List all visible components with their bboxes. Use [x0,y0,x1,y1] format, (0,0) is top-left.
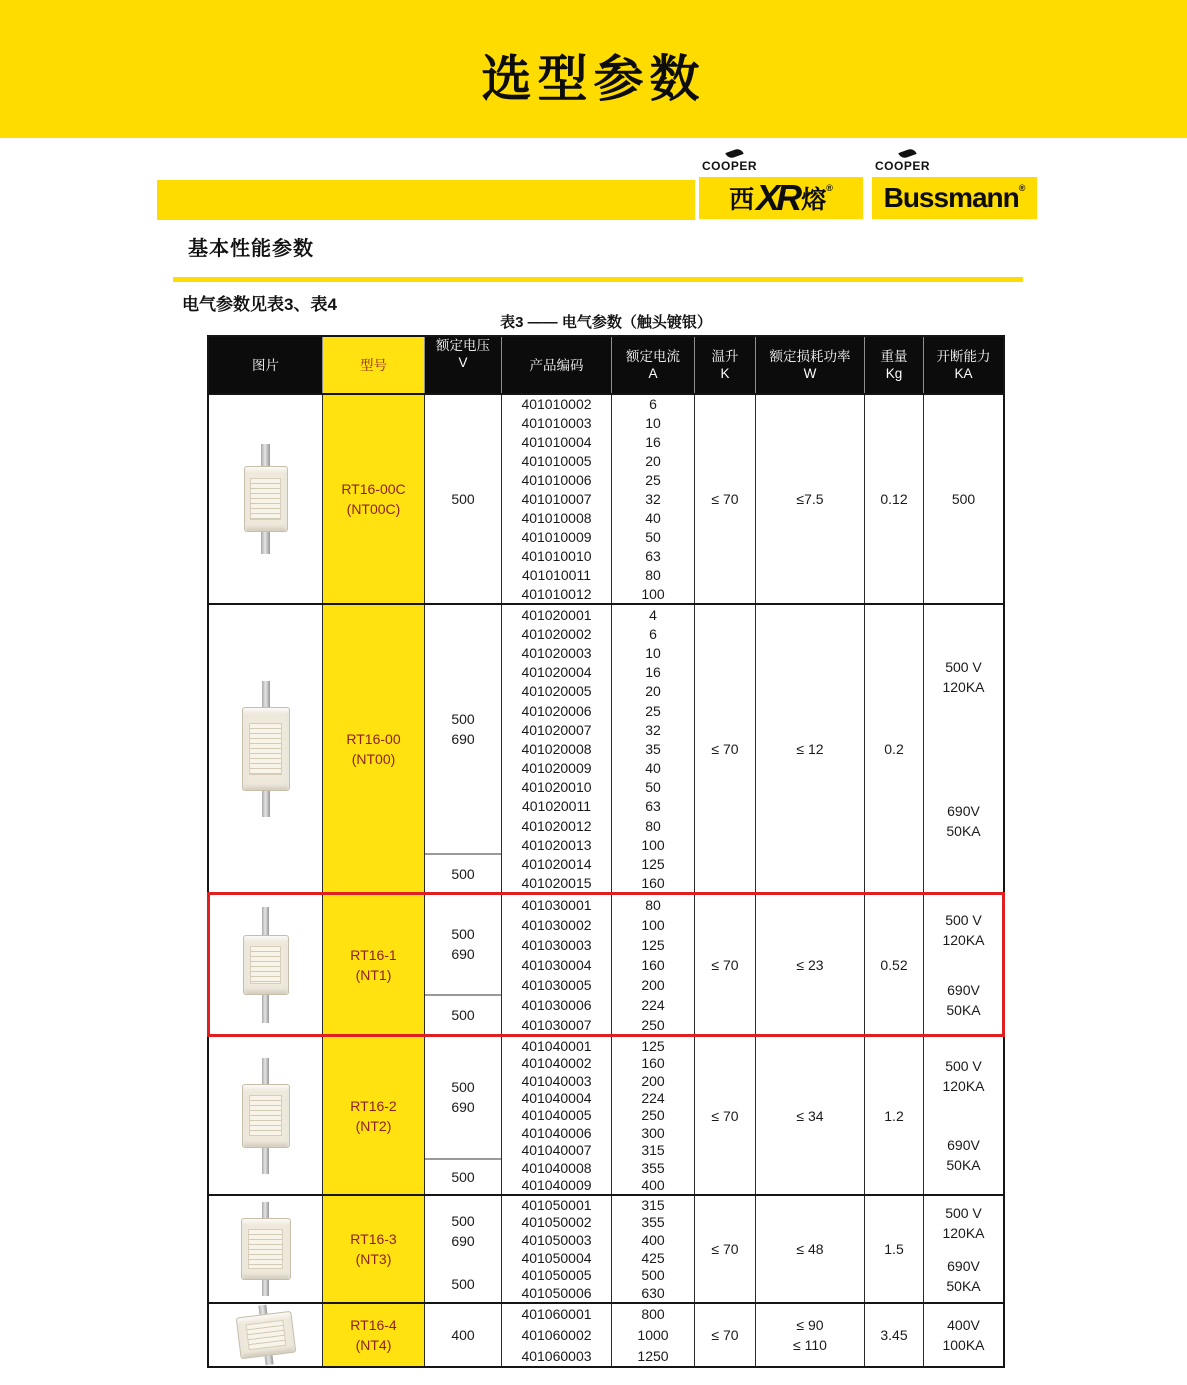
fuse-label [248,1229,283,1268]
current-value: 63 [645,547,661,564]
power-loss-cell [756,895,865,1035]
product-code: 401020004 [521,664,592,681]
current-value: 355 [641,1214,665,1231]
power-value: ≤ 110 [793,1337,827,1353]
product-code-cell [502,1304,612,1366]
fuse-blade-bottom [264,1355,273,1365]
model-line: RT16-00 [346,731,401,747]
product-code: 401020009 [521,760,592,777]
power-loss-cell [756,395,865,603]
product-code: 401020001 [521,606,592,623]
voltage-group [425,605,501,855]
current-value: 80 [645,817,661,834]
voltage-value: 500 [451,1079,475,1096]
current-value: 160 [641,957,665,973]
model-cell [323,1037,425,1194]
product-code-cell [502,895,612,1035]
temp-rise-cell [695,1037,756,1194]
voltage-group [425,1304,501,1366]
section-note: 电气参数见表3、表4 [182,295,337,314]
model-line: (NT1) [355,967,392,983]
breaking-value-top: 500 V 120KA [942,659,985,695]
product-code-cell [502,605,612,893]
rated-current-cell [612,605,695,893]
fuse-body [242,1084,290,1148]
current-value: 16 [645,434,661,451]
voltage-value: 500 [451,491,475,507]
voltage-cell [425,895,502,1035]
voltage-value: 690 [451,1233,475,1250]
weight-cell [865,1037,924,1194]
voltage-value: 500 [451,1276,475,1293]
table-title: 表3 —— 电气参数（触头镀银） [500,314,712,331]
voltage-value: 690 [451,946,475,963]
temp-value: ≤ 70 [711,1327,739,1343]
current-value: 250 [641,1107,665,1124]
current-value: 25 [645,702,661,719]
product-code-cell [502,1037,612,1194]
product-code: 401030007 [521,1017,592,1033]
product-code: 401010011 [521,566,592,583]
breaking-value-bottom: 690V 50KA [946,1136,981,1173]
voltage-cell [425,1304,502,1366]
product-code: 401010003 [521,415,592,432]
fuse-blade-top [262,1058,269,1084]
cooper-wordmark [702,150,772,173]
voltage-value: 690 [451,730,475,747]
voltage-value: 500 [451,1213,475,1230]
section-heading: 基本性能参数 [188,238,314,260]
current-value: 800 [641,1306,665,1323]
header-product-code: 产品编码 [502,337,612,393]
breaking-capacity-cell [924,1304,1003,1366]
current-value: 400 [641,1177,665,1194]
product-code: 401050002 [521,1214,592,1231]
product-code: 401030006 [521,997,592,1013]
model-line: RT16-00C [341,481,406,497]
spec-table [207,335,1005,1368]
header-breaking-capacity: 开断能力 KA [936,349,991,381]
fuse-blade-bottom [262,791,270,817]
cooper-label: COOPER [702,159,758,173]
fuse-label [249,1095,282,1135]
product-code-cell [502,395,612,603]
rated-current-cell [612,395,695,603]
fuse-body [242,707,290,791]
fuse-photo [241,1202,291,1296]
current-value: 6 [649,396,657,413]
table-header-row [209,337,1003,393]
voltage-value: 500 [451,926,475,943]
spec-table-body [209,393,1003,1366]
current-value: 125 [641,856,665,873]
temp-value: ≤ 70 [711,1241,739,1257]
table-row [209,1035,1003,1194]
breaking-value-bottom: 690V 50KA [946,982,981,1018]
product-code: 401020008 [521,740,592,757]
page-title: 选型参数 [481,51,706,107]
model-cell [323,895,425,1035]
current-value: 125 [641,1037,665,1054]
current-value: 250 [641,1017,665,1033]
product-code: 401030005 [521,977,592,993]
current-value: 63 [645,798,661,815]
fuse-label [245,1319,287,1350]
header-temp-rise: 温升 K [695,337,756,393]
registered-mark: ® [826,183,833,193]
header-model: 型号 [323,337,425,393]
temp-rise-cell [695,1196,756,1302]
product-code: 401010007 [521,490,592,507]
fuse-label [250,478,281,520]
product-code: 401050006 [521,1285,592,1302]
temp-value: ≤ 70 [711,957,739,973]
power-loss-cell [756,605,865,893]
model-line: (NT4) [355,1337,392,1353]
rated-current-cell [612,1196,695,1302]
breaking-value: 400V 100KA [942,1317,985,1353]
breaking-value-bottom: 690V 50KA [946,803,981,839]
voltage-group [425,1196,501,1267]
current-value: 80 [645,897,661,913]
breaking-capacity-cell [924,395,1003,603]
product-code: 401040002 [521,1055,592,1072]
current-value: 224 [641,1090,665,1107]
current-value: 10 [645,415,661,432]
rated-current-cell [612,1037,695,1194]
breaking-capacity-cell [924,605,1003,893]
voltage-value: 500 [451,865,475,882]
bussmann-logo: Bussmann ® [872,177,1037,219]
model-line: RT16-2 [350,1097,397,1114]
table-row [209,393,1003,603]
voltage-cell [425,395,502,603]
weight-value: 3.45 [880,1327,908,1343]
current-value: 80 [645,566,661,583]
temp-rise-cell [695,895,756,1035]
current-value: 40 [645,509,661,526]
current-value: 100 [641,917,665,933]
product-photo-cell [209,1037,323,1194]
voltage-group [425,1160,501,1194]
table-row [209,1302,1003,1366]
fuse-photo [243,907,289,1023]
temp-value: ≤ 70 [711,1107,739,1124]
product-code: 401010002 [521,396,592,413]
current-value: 160 [641,875,665,892]
voltage-value: 500 [451,1168,475,1185]
fuse-photo [234,1304,297,1366]
rated-current-cell [612,1304,695,1366]
voltage-group [425,855,501,893]
current-value: 500 [641,1267,665,1284]
fuse-label [250,946,282,984]
model-line: (NT00) [351,751,396,767]
table-row [209,1194,1003,1302]
fuse-photo [242,681,290,817]
product-code: 401030003 [521,937,592,953]
registered-mark: ® [1018,183,1026,193]
model-line: RT16-3 [350,1231,397,1247]
voltage-value: 500 [451,710,475,727]
current-value: 10 [645,644,661,661]
fuse-body [244,466,288,532]
fuse-blade-bottom [262,1280,269,1296]
fuse-photo [242,1058,290,1174]
product-code: 401060001 [521,1306,592,1323]
section-divider [173,277,1023,282]
weight-cell [865,1196,924,1302]
header-picture: 图片 [209,337,323,393]
weight-cell [865,395,924,603]
current-value: 50 [645,779,661,796]
current-value: 100 [641,585,665,602]
cooper-leaf-icon [898,147,916,159]
product-code: 401040004 [521,1090,592,1107]
fuse-photo [244,444,288,554]
product-code: 401050004 [521,1249,592,1266]
weight-value: 0.2 [884,741,904,757]
current-value: 20 [645,453,661,470]
model-cell [323,1196,425,1302]
xirong-logo: 西 XR 熔 ® [699,177,863,219]
current-value: 630 [641,1285,665,1302]
cooper-leaf-icon [725,147,743,159]
weight-cell [865,605,924,893]
product-code: 401010006 [521,472,592,489]
current-value: 32 [645,490,661,507]
product-code: 401020005 [521,683,592,700]
header-power-loss: 额定损耗功率 W [756,337,865,393]
product-code: 401020006 [521,702,592,719]
product-code: 401020013 [521,836,592,853]
current-value: 224 [641,997,665,1013]
voltage-cell [425,1037,502,1194]
current-value: 425 [641,1249,665,1266]
temp-rise-cell [695,395,756,603]
model-cell [323,1304,425,1366]
product-code: 401020010 [521,779,592,796]
power-loss-cell [756,1196,865,1302]
voltage-value: 500 [451,1007,475,1024]
fuse-blade-bottom [262,995,269,1023]
fuse-blade-bottom [261,532,270,554]
power-value: ≤ 34 [796,1107,824,1124]
table-row [209,893,1003,1035]
current-value: 50 [645,528,661,545]
current-value: 125 [641,937,665,953]
model-cell [323,605,425,893]
current-value: 100 [641,836,665,853]
product-code: 401040001 [521,1037,592,1054]
current-value: 32 [645,721,661,738]
weight-cell [865,1304,924,1366]
current-value: 1000 [637,1326,669,1343]
product-code: 401030001 [521,897,592,913]
product-photo-cell [209,395,323,603]
model-line: (NT2) [355,1117,392,1134]
fuse-blade-top [262,1202,269,1218]
current-value: 200 [641,977,665,993]
voltage-group [425,1267,501,1302]
product-photo-cell [209,895,323,1035]
current-value: 40 [645,760,661,777]
product-code: 401040007 [521,1142,592,1159]
model-line: (NT3) [355,1251,392,1267]
product-code: 401010008 [521,509,592,526]
current-value: 400 [641,1232,665,1249]
product-code: 401010009 [521,528,592,545]
page-title-banner [0,0,1187,138]
product-code: 401060003 [521,1347,592,1364]
model-line: RT16-1 [350,947,397,963]
current-value: 355 [641,1159,665,1176]
current-value: 20 [645,683,661,700]
power-loss-cell [756,1037,865,1194]
product-code: 401030002 [521,917,592,933]
breaking-capacity-cell [924,1037,1003,1194]
product-code: 401010012 [521,585,592,602]
weight-value: 1.2 [884,1107,904,1124]
product-code: 401020012 [521,817,592,834]
product-photo-cell [209,1196,323,1302]
voltage-value: 690 [451,1099,475,1116]
weight-value: 1.5 [884,1241,904,1257]
current-value: 35 [645,740,661,757]
current-value: 1250 [637,1347,669,1364]
temp-rise-cell [695,605,756,893]
weight-cell [865,895,924,1035]
product-code: 401050001 [521,1196,592,1213]
current-value: 300 [641,1124,665,1141]
current-value: 6 [649,625,657,642]
model-line: (NT00C) [346,501,401,517]
voltage-group [425,895,501,996]
product-code: 401020007 [521,721,592,738]
fuse-blade-top [262,681,270,707]
breaking-value-top: 500 V 120KA [942,1204,985,1241]
fuse-body [235,1311,296,1360]
fuse-blade-top [262,907,269,935]
voltage-cell [425,605,502,893]
product-photo-cell [209,605,323,893]
product-code: 401040005 [521,1107,592,1124]
current-value: 160 [641,1055,665,1072]
breaking-value-top: 500 V 120KA [942,912,985,948]
power-value: ≤7.5 [796,491,824,507]
product-code: 401040008 [521,1159,592,1176]
rated-current-cell [612,895,695,1035]
breaking-value: 500 [951,491,976,507]
header-weight: 重量 Kg [865,337,924,393]
product-photo-cell [209,1304,323,1366]
current-value: 200 [641,1072,665,1089]
power-value: ≤ 12 [796,741,824,757]
breaking-capacity-cell [924,1196,1003,1302]
header-rated-current: 额定电流 A [612,337,695,393]
voltage-group [425,1037,501,1160]
power-loss-cell [756,1304,865,1366]
voltage-value: 400 [451,1327,475,1343]
product-code: 401010005 [521,453,592,470]
current-value: 25 [645,472,661,489]
product-code: 401020002 [521,625,592,642]
breaking-capacity-cell [924,895,1003,1035]
power-value: ≤ 90 [796,1317,824,1333]
fuse-body [241,1218,291,1280]
product-code: 401020011 [521,798,592,815]
fuse-body [243,935,289,995]
cooper-wordmark [875,150,945,173]
current-value: 16 [645,664,661,681]
temp-value: ≤ 70 [711,741,739,757]
product-code: 401020003 [521,644,592,661]
voltage-group [425,395,501,603]
model-cell [323,395,425,603]
product-code: 401050005 [521,1267,592,1284]
fuse-blade-top [261,444,270,466]
breaking-value-top: 500 V 120KA [942,1058,985,1095]
current-value: 315 [641,1142,665,1159]
power-value: ≤ 48 [796,1241,824,1257]
product-code: 401010010 [521,547,592,564]
fuse-blade-bottom [262,1148,269,1174]
voltage-group [425,996,501,1035]
voltage-cell [425,1196,502,1302]
model-line: RT16-4 [350,1317,397,1333]
weight-value: 0.12 [880,491,908,507]
power-value: ≤ 23 [796,957,824,973]
product-code-cell [502,1196,612,1302]
product-code: 401040006 [521,1124,592,1141]
product-code: 401060002 [521,1326,592,1343]
breaking-value-bottom: 690V 50KA [946,1257,981,1294]
product-code: 401020014 [521,856,592,873]
product-code: 401020015 [521,875,592,892]
product-code: 401040003 [521,1072,592,1089]
product-code: 401010004 [521,434,592,451]
current-value: 4 [649,606,657,623]
temp-value: ≤ 70 [711,491,739,507]
product-code: 401050003 [521,1232,592,1249]
header-rated-voltage: 额定电压 V [425,337,502,393]
brand-strip [157,180,695,220]
cooper-label: COOPER [875,159,931,173]
table-row [209,603,1003,893]
current-value: 315 [641,1196,665,1213]
product-code: 401030004 [521,957,592,973]
fuse-label [249,723,282,776]
product-code: 401040009 [521,1177,592,1194]
weight-value: 0.52 [880,957,908,973]
temp-rise-cell [695,1304,756,1366]
